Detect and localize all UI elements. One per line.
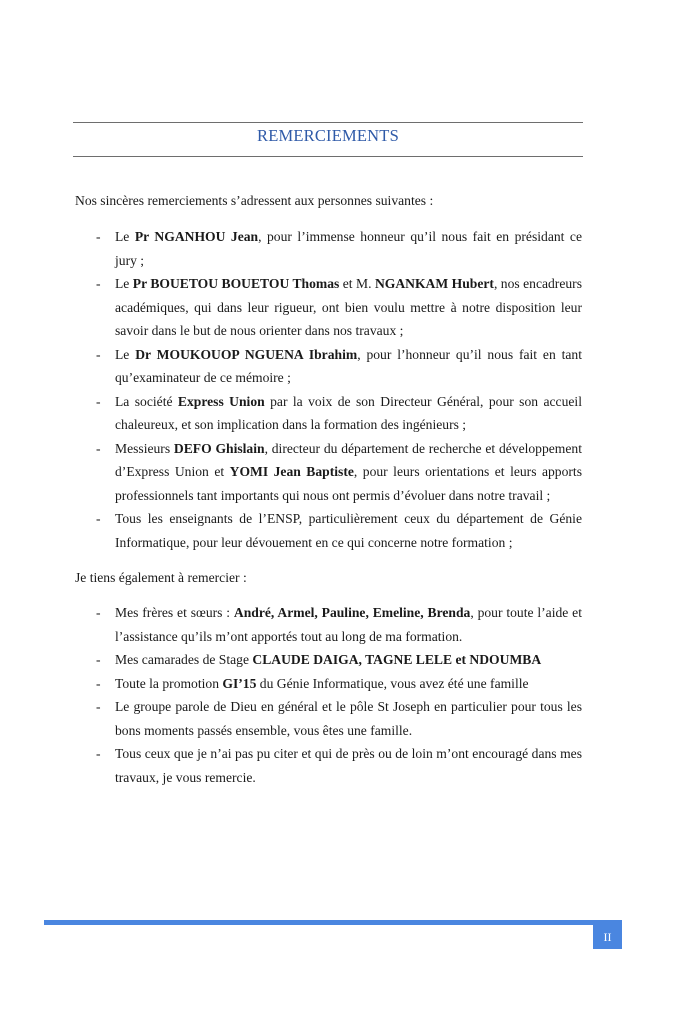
bold-name: NGANKAM Hubert: [374, 276, 494, 291]
bullet-dash: -: [96, 346, 101, 362]
page-number: II: [593, 925, 622, 949]
bullet-dash: -: [96, 393, 101, 409]
list-text: , pour leurs orientations et leurs apports professionnels tant importants qui nous ont permis d’évoluer dans notre travail ;: [115, 464, 582, 503]
list-text: Le: [115, 276, 133, 291]
list-item: [0, 390, 582, 437]
bullet-dash: -: [96, 652, 101, 667]
list-text: Toute la promotion: [115, 675, 223, 691]
list-text: Tous les enseignants de l’ENSP, particulièrement ceux du département de Génie Informatique, pour leur dévouement en ce qui concerne notre formation ;: [115, 511, 582, 550]
list-item: [0, 672, 582, 696]
list-text: Le: [115, 346, 136, 362]
list-text: Mes frères et sœurs :: [115, 605, 234, 620]
bullet-dash: -: [96, 440, 101, 456]
list-text: Mes camarades de Stage: [115, 652, 253, 667]
intro-paragraph: Nos sincères remerciements s’adressent aux personnes suivantes :: [75, 193, 434, 208]
title-underline-rule: [73, 156, 583, 157]
bold-name: GI’15: [222, 675, 257, 691]
bold-name: CLAUDE DAIGA, TAGNE LELE et NDOUMBA: [252, 652, 542, 667]
list-text: , pour l’immense honneur qu’il nous fait en présidant ce jury ;: [115, 229, 582, 268]
bold-name: Express Union: [177, 393, 265, 409]
footer-bar: [44, 920, 622, 925]
list-item: [0, 225, 582, 272]
list-text: , pour l’honneur qu’il nous fait en tant qu’examinateur de ce mémoire ;: [115, 346, 582, 385]
list-item: [0, 601, 582, 648]
list-item: [0, 272, 582, 343]
list-text: , directeur du département de recherche et développement d’Express Union et: [115, 440, 582, 479]
bullet-dash: -: [96, 675, 101, 691]
bullet-dash: -: [96, 229, 101, 244]
list-text: par la voix de son Directeur Général, pour son accueil chaleureux, et son implication dans la formation des ingénieurs ;: [115, 393, 582, 432]
list-text: du Génie Informatique, vous avez été une famille: [256, 675, 529, 691]
bold-name: André, Armel, Pauline, Emeline, Brenda: [233, 605, 471, 620]
list-item: [0, 343, 582, 390]
list-text: et M.: [339, 276, 375, 291]
list-text: Messieurs: [115, 440, 174, 456]
page-title: REMERCIEMENTS: [257, 126, 399, 145]
bold-name: DEFO Ghislain: [173, 440, 265, 456]
bold-name: Pr BOUETOU BOUETOU Thomas: [132, 276, 340, 291]
bold-name: Pr NGANHOU Jean: [134, 229, 259, 244]
list-text: La société: [115, 393, 178, 409]
second-intro-paragraph: Je tiens également à remercier :: [75, 570, 247, 585]
bullet-dash: -: [96, 699, 101, 714]
acknowledgement-list-2: [0, 601, 700, 789]
bullet-dash: -: [96, 511, 101, 526]
list-item: [0, 648, 582, 672]
acknowledgement-list-1: [0, 225, 700, 554]
list-item: [0, 742, 582, 789]
bullet-dash: -: [96, 276, 101, 291]
bullet-dash: -: [96, 605, 101, 620]
bold-name: YOMI Jean Baptiste: [229, 464, 354, 479]
list-text: Tous ceux que je n’ai pas pu citer et qui de près ou de loin m’ont encouragé dans mes travaux, je vous remercie.: [115, 746, 582, 785]
list-text: Le groupe parole de Dieu en général et le pôle St Joseph en particulier pour tous les bons moments passés ensemble, vous êtes une famille.: [115, 699, 582, 738]
list-item: [0, 695, 582, 742]
list-text: Le: [115, 229, 135, 244]
list-text: , pour toute l’aide et l’assistance qu’ils m’ont apportés tout au long de ma formation.: [115, 605, 582, 644]
list-text: , nos encadreurs académiques, qui dans leur rigueur, ont bien voulu mettre à notre disposition leur savoir dans le but de nous orienter dans nos travaux ;: [115, 276, 582, 338]
bold-name: Dr MOUKOUOP NGUENA Ibrahim: [135, 346, 358, 362]
list-item: [0, 437, 582, 508]
top-rule: [73, 122, 583, 123]
bullet-dash: -: [96, 746, 101, 761]
list-item: [0, 507, 582, 554]
